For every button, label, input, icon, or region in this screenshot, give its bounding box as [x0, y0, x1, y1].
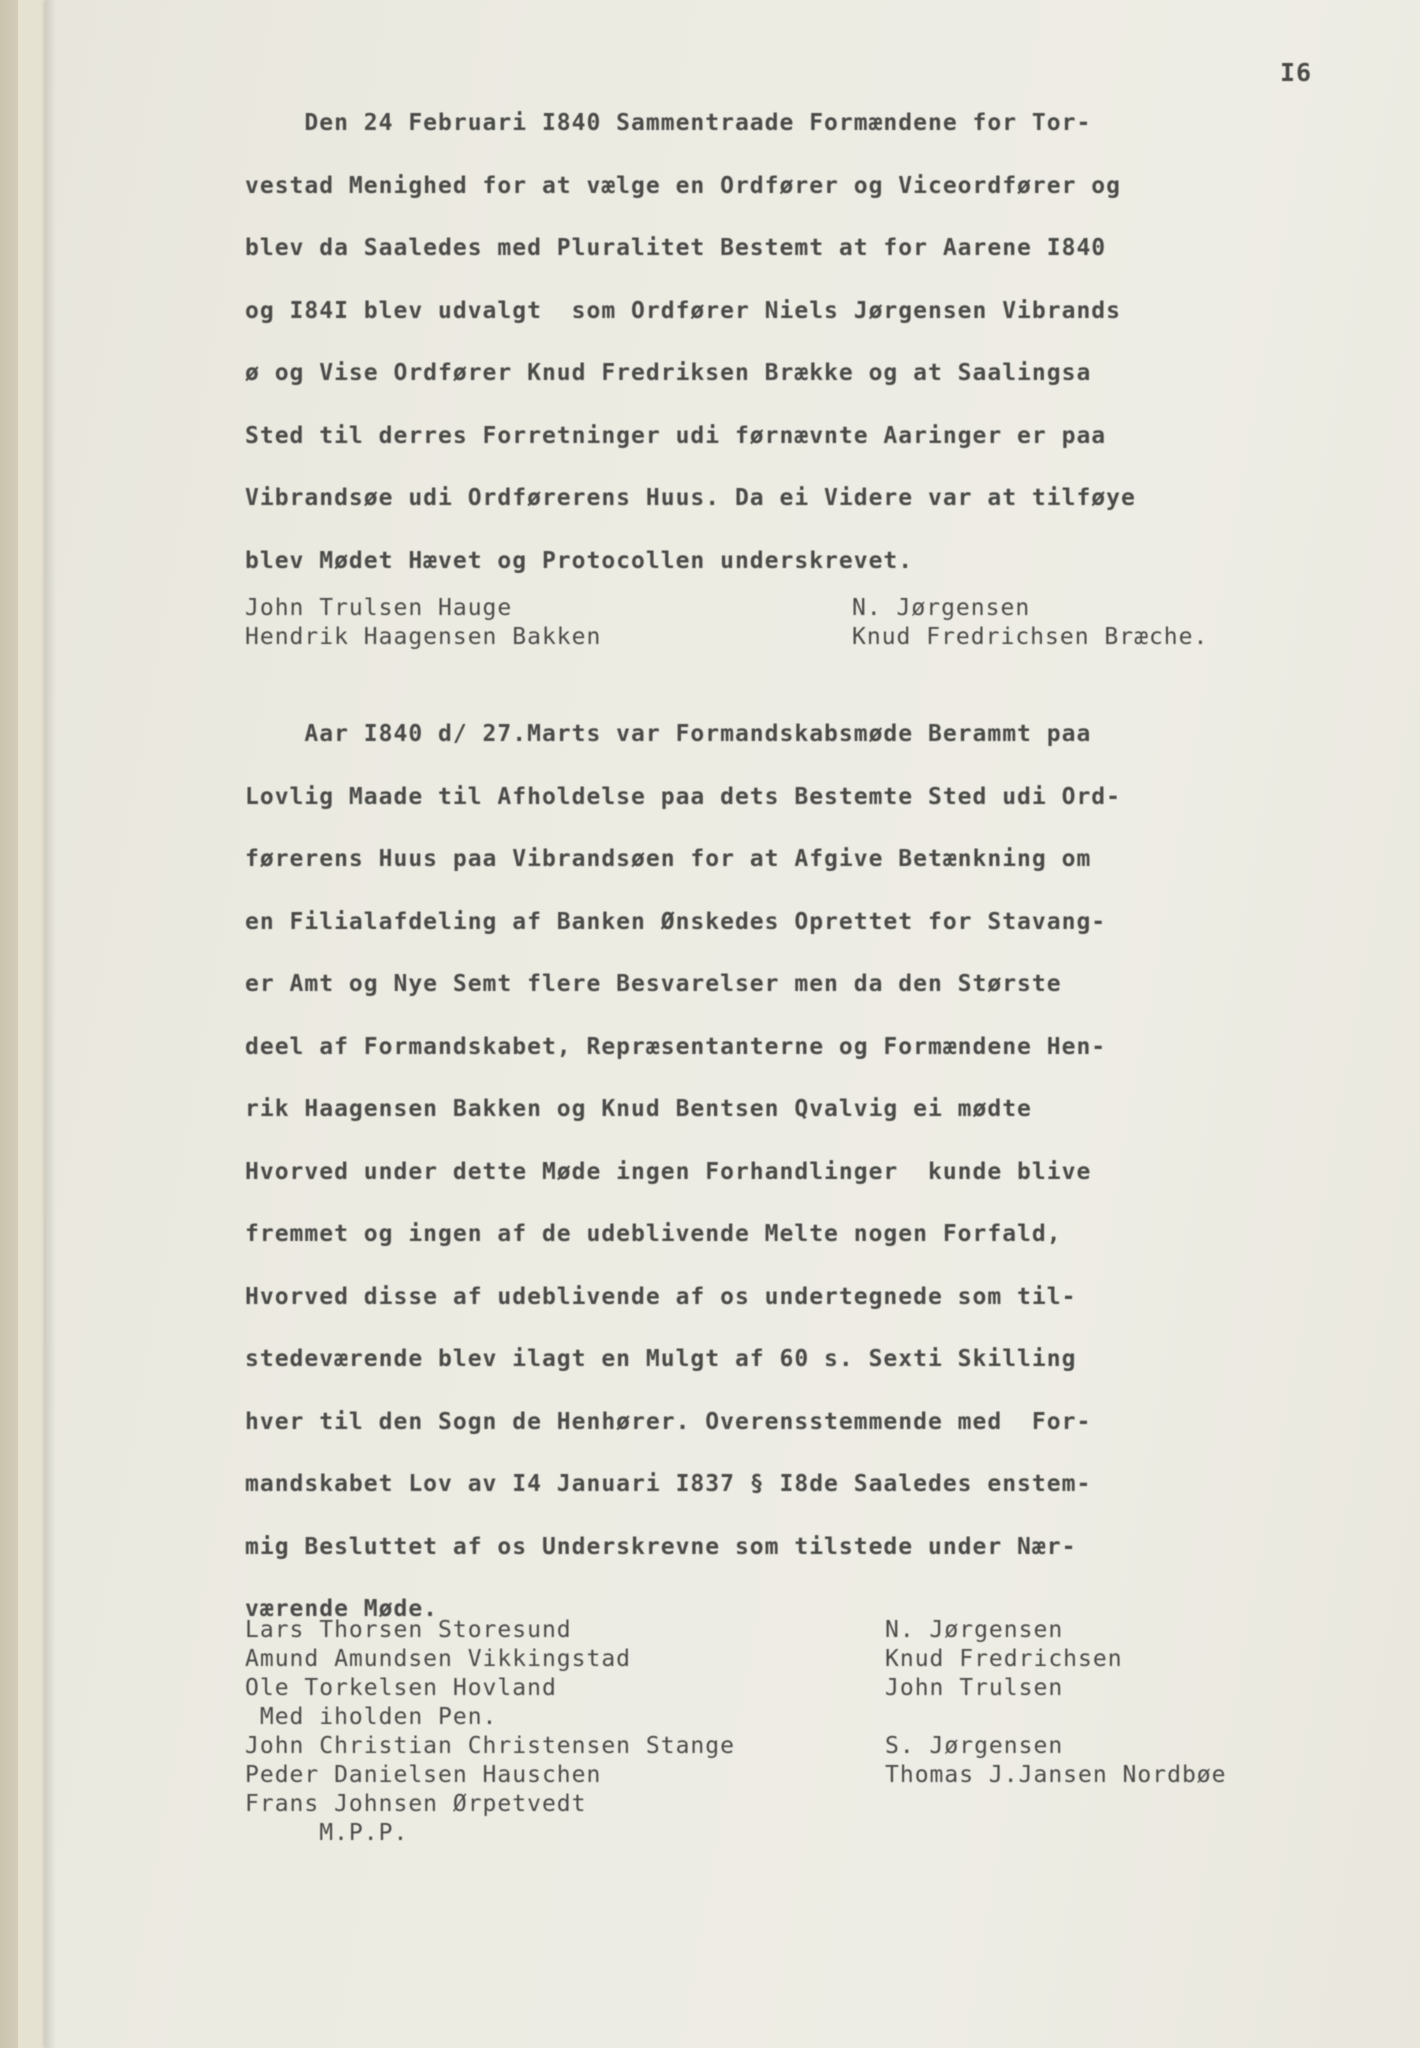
paragraph-1-line-5: ø og Vise Ordfører Knud Fredriksen Brække og at Saalingsa	[245, 360, 1092, 386]
signature-2-right-line-6: Thomas J.Jansen Nordbøe	[885, 1762, 1227, 1788]
paragraph-2-line-15: værende Møde.	[245, 1596, 439, 1622]
paragraph-1-line-3: blev da Saaledes med Pluralitet Bestemt at for Aarene I840	[245, 235, 1107, 261]
signature-2-left-line-7: Frans Johnsen Ørpetvedt	[245, 1791, 587, 1817]
paragraph-1-line-4: og I84I blev udvalgt som Ordfører Niels Jørgensen Vibrands	[245, 297, 1121, 324]
signatures-1-right	[852, 594, 1208, 652]
signature-2-left-line-2: Amund Amundsen Vikkingstad	[245, 1646, 632, 1672]
meeting-minutes-paragraph-2	[245, 703, 1325, 1641]
paragraph-2-line-6: deel af Formandskabet, Repræsentanterne og Formændene Hen-	[245, 1033, 1107, 1060]
paragraph-2-line-4: en Filialafdeling af Banken Ønskedes Oprettet for Stavang-	[245, 908, 1107, 935]
signature-2-left-line-8: M.P.P.	[245, 1820, 409, 1846]
signature-2-right-line-5: S. Jørgensen	[885, 1733, 1064, 1759]
signature-2-left-line-3: Ole Torkelsen Hovland	[245, 1675, 557, 1701]
underlying-page-edge	[18, 0, 49, 2048]
paragraph-2-line-5: er Amt og Nye Semt flere Besvarelser men da den Største	[245, 971, 1062, 997]
signature-2-left-line-6: Peder Danielsen Hauschen	[245, 1762, 602, 1788]
signature-2-right-line-4	[885, 1703, 1227, 1732]
page-number: I6	[1280, 58, 1313, 87]
signatures-2-right	[885, 1616, 1227, 1790]
paragraph-2-line-3: førerens Huus paa Vibrandsøen for at Afgive Betænkning om	[245, 846, 1092, 872]
signature-1-right-line-2: Knud Fredrichsen Bræche.	[852, 624, 1209, 650]
paragraph-2-line-11: stedeværende blev ilagt en Mulgt af 60 s. Sexti Skilling	[245, 1346, 1077, 1372]
signature-2-right-line-1: N. Jørgensen	[885, 1617, 1064, 1643]
signatures-2-left	[245, 1616, 735, 1848]
paragraph-2-line-14: mig Besluttet af os Underskrevne som tilstede under Nær-	[245, 1533, 1077, 1560]
paragraph-2-line-8: Hvorved under dette Møde ingen Forhandlinger kunde blive	[245, 1158, 1092, 1185]
signature-2-right-line-3: John Trulsen	[885, 1675, 1064, 1701]
signatures-1-left	[245, 594, 601, 652]
paragraph-2-line-12: hver til den Sogn de Henhører. Overensstemmende med For-	[245, 1408, 1092, 1435]
page-shadow	[46, 0, 56, 2048]
paragraph-2-line-10: Hvorved disse af udeblivende af os undertegnede som til-	[245, 1283, 1077, 1310]
paragraph-2-line-2: Lovlig Maade til Afholdelse paa dets Bestemte Sted udi Ord-	[245, 783, 1121, 810]
signature-1-left-line-2: Hendrik Haagensen Bakken	[245, 624, 602, 650]
paragraph-2-line-7: rik Haagensen Bakken og Knud Bentsen Qvalvig ei mødte	[245, 1096, 1032, 1122]
paragraph-2-line-13: mandskabet Lov av I4 Januari I837 § I8de Saaledes enstem-	[245, 1471, 1092, 1497]
paragraph-1-line-6: Sted til derres Forretninger udi førnævnte Aaringer er paa	[245, 422, 1107, 449]
paragraph-2-line-1: Aar I840 d/ 27.Marts var Formandskabsmøde Berammt paa	[245, 721, 1092, 747]
signature-1-right-line-1: N. Jørgensen	[852, 595, 1031, 621]
signature-1-left-line-1: John Trulsen Hauge	[245, 595, 513, 621]
signature-2-left-line-1: Lars Thorsen Storesund	[245, 1617, 572, 1643]
paragraph-1-line-2: vestad Menighed for at vælge en Ordfører og Viceordfører og	[245, 172, 1121, 199]
paragraph-2-line-9: fremmet og ingen af de udeblivende Melte nogen Forfald,	[245, 1221, 1062, 1247]
paragraph-1-line-7: Vibrandsøe udi Ordførerens Huus. Da ei Videre var at tilføye	[245, 485, 1136, 511]
signature-2-left-line-4: Med iholden Pen.	[245, 1704, 498, 1730]
signature-2-right-line-2: Knud Fredrichsen	[885, 1646, 1123, 1672]
paragraph-1-line-1: Den 24 Februari I840 Sammentraade Formændene for Tor-	[245, 110, 1092, 136]
meeting-minutes-paragraph-1	[245, 92, 1325, 592]
paragraph-1-line-8: blev Mødet Hævet og Protocollen underskrevet.	[245, 547, 914, 574]
signature-2-left-line-5: John Christian Christensen Stange	[245, 1733, 735, 1759]
